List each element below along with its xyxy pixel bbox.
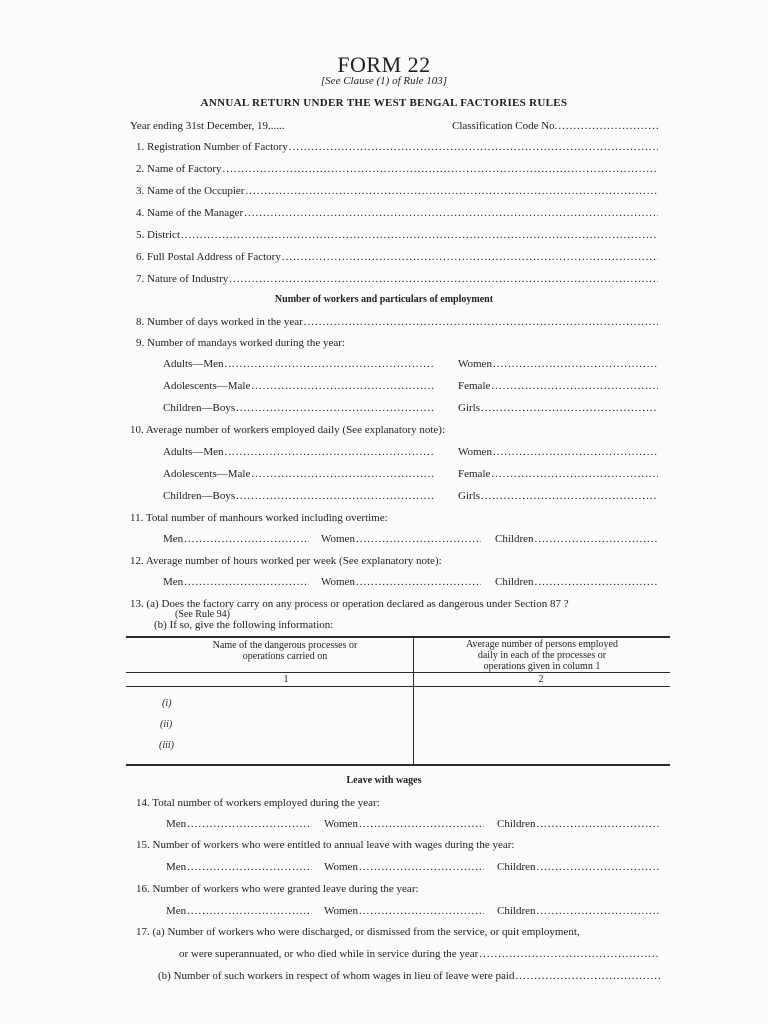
field-label: Girls: [458, 490, 480, 502]
hours-women: [321, 576, 481, 588]
item-16: 16. Number of workers who were granted leave during the year:: [136, 883, 419, 895]
table-col1-header-line: Name of the dangerous processes or: [212, 640, 358, 651]
mandays-adults-men: [163, 358, 435, 370]
field-label: Women: [324, 905, 358, 917]
field-label: Adolescents—Male: [163, 468, 251, 480]
year-ending-label: Year ending 31st December, 19......: [130, 120, 285, 132]
field-label: Adolescents—Male: [163, 380, 251, 392]
dotted-leader: [184, 533, 309, 545]
item-17b: [158, 970, 660, 982]
field-label: Men: [163, 533, 184, 545]
dotted-leader: [181, 229, 658, 241]
field-label: Children: [497, 818, 536, 830]
dotted-leader: [236, 490, 435, 502]
item-6-label: 6. Full Postal Address of Factory: [136, 251, 281, 263]
field-label: Children: [495, 533, 534, 545]
item-2: [136, 163, 658, 175]
dotted-leader: [187, 861, 312, 873]
item-6: [136, 251, 658, 263]
table-col2-header-line: Average number of persons employed: [466, 639, 618, 650]
dotted-leader: [229, 273, 658, 285]
dotted-leader: [282, 251, 658, 263]
dotted-leader: [515, 970, 660, 982]
field-label: Female: [458, 468, 491, 480]
table-row-label: (ii): [160, 719, 173, 730]
item-12: 12. Average number of hours worked per week (See explanatory note):: [130, 555, 442, 567]
dotted-leader: [535, 576, 659, 588]
dotted-leader: [236, 402, 435, 414]
avg-women: [458, 446, 658, 458]
item-17b-label: (b) Number of such workers in respect of whom wages in lieu of leave were paid: [158, 970, 515, 982]
entitled-women: [324, 861, 484, 873]
employed-men: [166, 818, 312, 830]
table-col2-number: 2: [538, 674, 544, 685]
item-11: 11. Total number of manhours worked including overtime:: [130, 512, 388, 524]
entitled-men: [166, 861, 312, 873]
field-label: Children: [497, 861, 536, 873]
field-label: Women: [321, 533, 355, 545]
avg-female: [458, 468, 658, 480]
item-5: [136, 229, 658, 241]
dotted-leader: [251, 380, 435, 392]
dotted-leader: [537, 861, 661, 873]
dotted-leader: [481, 402, 658, 414]
mandays-women: [458, 358, 658, 370]
dotted-leader: [479, 948, 660, 960]
granted-men: [166, 905, 312, 917]
field-label: Girls: [458, 402, 480, 414]
dotted-leader: [558, 120, 658, 132]
form-subtitle: [See Clause (1) of Rule 103]: [320, 75, 448, 87]
field-label: Women: [321, 576, 355, 588]
dotted-leader: [535, 533, 659, 545]
item-13a-rule: (See Rule 94): [175, 609, 230, 620]
table-bottom-rule: [126, 764, 670, 766]
item-15: 15. Number of workers who were entitled to annual leave with wages during the year:: [136, 839, 515, 851]
dotted-leader: [187, 818, 312, 830]
item-2-label: 2. Name of Factory: [136, 163, 222, 175]
dotted-leader: [245, 185, 658, 197]
field-label: Men: [166, 818, 187, 830]
item-7-label: 7. Nature of Industry: [136, 273, 229, 285]
dotted-leader: [359, 818, 484, 830]
item-4: [136, 207, 658, 219]
field-label: Female: [458, 380, 491, 392]
hours-men: [163, 576, 309, 588]
table-col1-header: [180, 640, 390, 662]
field-label: Children: [497, 905, 536, 917]
item-8: [136, 316, 658, 328]
item-9: 9. Number of mandays worked during the year:: [136, 337, 345, 349]
employed-women: [324, 818, 484, 830]
employed-children: [497, 818, 660, 830]
dotted-leader: [491, 468, 658, 480]
item-1: [136, 141, 658, 153]
item-8-label: 8. Number of days worked in the year: [136, 316, 303, 328]
item-13b: (b) If so, give the following information:: [154, 619, 334, 631]
field-label: Adults—Men: [163, 358, 224, 370]
mandays-children-boys: [163, 402, 435, 414]
mandays-female: [458, 380, 658, 392]
section-heading-leave: Leave with wages: [346, 775, 422, 786]
table-col1-number: 1: [283, 674, 289, 685]
granted-children: [497, 905, 660, 917]
avg-adults-men: [163, 446, 435, 458]
section-heading-employment: Number of workers and particulars of employment: [274, 294, 494, 305]
field-label: Women: [324, 818, 358, 830]
dotted-leader: [187, 905, 312, 917]
item-1-label: 1. Registration Number of Factory: [136, 141, 288, 153]
year-ending-field: [130, 120, 415, 132]
table-row-label: (iii): [159, 740, 174, 751]
dotted-leader: [225, 358, 436, 370]
dotted-leader: [289, 141, 658, 153]
avg-adolescents-male: [163, 468, 435, 480]
table-row-label: (i): [162, 698, 172, 709]
item-17a: 17. (a) Number of workers who were discharged, or dismissed from the service, or quit employment,: [136, 926, 580, 938]
hours-children: [495, 576, 658, 588]
dotted-leader: [356, 576, 481, 588]
field-label: Women: [458, 446, 492, 458]
dotted-leader: [493, 446, 658, 458]
field-label: Children—Boys: [163, 490, 236, 502]
form-heading: ANNUAL RETURN UNDER THE WEST BENGAL FACTORIES RULES: [200, 97, 568, 109]
dotted-leader: [481, 490, 658, 502]
avg-girls: [458, 490, 658, 502]
item-13a: 13. (a) Does the factory carry on any process or operation declared as dangerous under Section 87 ?: [130, 598, 569, 610]
item-7: [136, 273, 658, 285]
dotted-leader: [184, 576, 309, 588]
field-label: Women: [324, 861, 358, 873]
manhours-women: [321, 533, 481, 545]
item-17a-continued: [179, 948, 660, 960]
item-3-label: 3. Name of the Occupier: [136, 185, 245, 197]
item-4-label: 4. Name of the Manager: [136, 207, 244, 219]
item-3: [136, 185, 658, 197]
table-col2-header: [430, 639, 654, 672]
item-5-label: 5. District: [136, 229, 180, 241]
table-column-divider: [413, 637, 414, 764]
dotted-leader: [223, 163, 658, 175]
dotted-leader: [251, 468, 435, 480]
table-top-rule: [126, 636, 670, 638]
field-label: Men: [166, 861, 187, 873]
field-label: Men: [163, 576, 184, 588]
field-label: Children—Boys: [163, 402, 236, 414]
classification-code-field: [452, 120, 658, 132]
dotted-leader: [356, 533, 481, 545]
entitled-children: [497, 861, 660, 873]
dotted-leader: [537, 905, 661, 917]
item-17a-continued-label: or were superannuated, or who died while in service during the year: [179, 948, 479, 960]
avg-children-boys: [163, 490, 435, 502]
dotted-leader: [491, 380, 658, 392]
manhours-men: [163, 533, 309, 545]
item-10: 10. Average number of workers employed daily (See explanatory note):: [130, 424, 446, 436]
table-number-rule: [126, 686, 670, 687]
dotted-leader: [359, 861, 484, 873]
granted-women: [324, 905, 484, 917]
dotted-leader: [244, 207, 658, 219]
table-header-rule: [126, 672, 670, 673]
field-label: Men: [166, 905, 187, 917]
manhours-children: [495, 533, 658, 545]
table-col2-header-line: operations given in column 1: [483, 661, 601, 672]
dotted-leader: [537, 818, 661, 830]
dotted-leader: [359, 905, 484, 917]
mandays-girls: [458, 402, 658, 414]
mandays-adolescents-male: [163, 380, 435, 392]
dotted-leader: [304, 316, 658, 328]
dotted-leader: [225, 446, 436, 458]
table-col2-header-line: daily in each of the processes or: [477, 650, 607, 661]
dotted-leader: [493, 358, 658, 370]
item-14: 14. Total number of workers employed during the year:: [136, 797, 380, 809]
field-label: Women: [458, 358, 492, 370]
classification-code-label: Classification Code No.: [452, 120, 558, 132]
table-col1-header-line: operations carried on: [242, 651, 328, 662]
field-label: Adults—Men: [163, 446, 224, 458]
form-title: FORM 22: [337, 52, 431, 77]
field-label: Children: [495, 576, 534, 588]
